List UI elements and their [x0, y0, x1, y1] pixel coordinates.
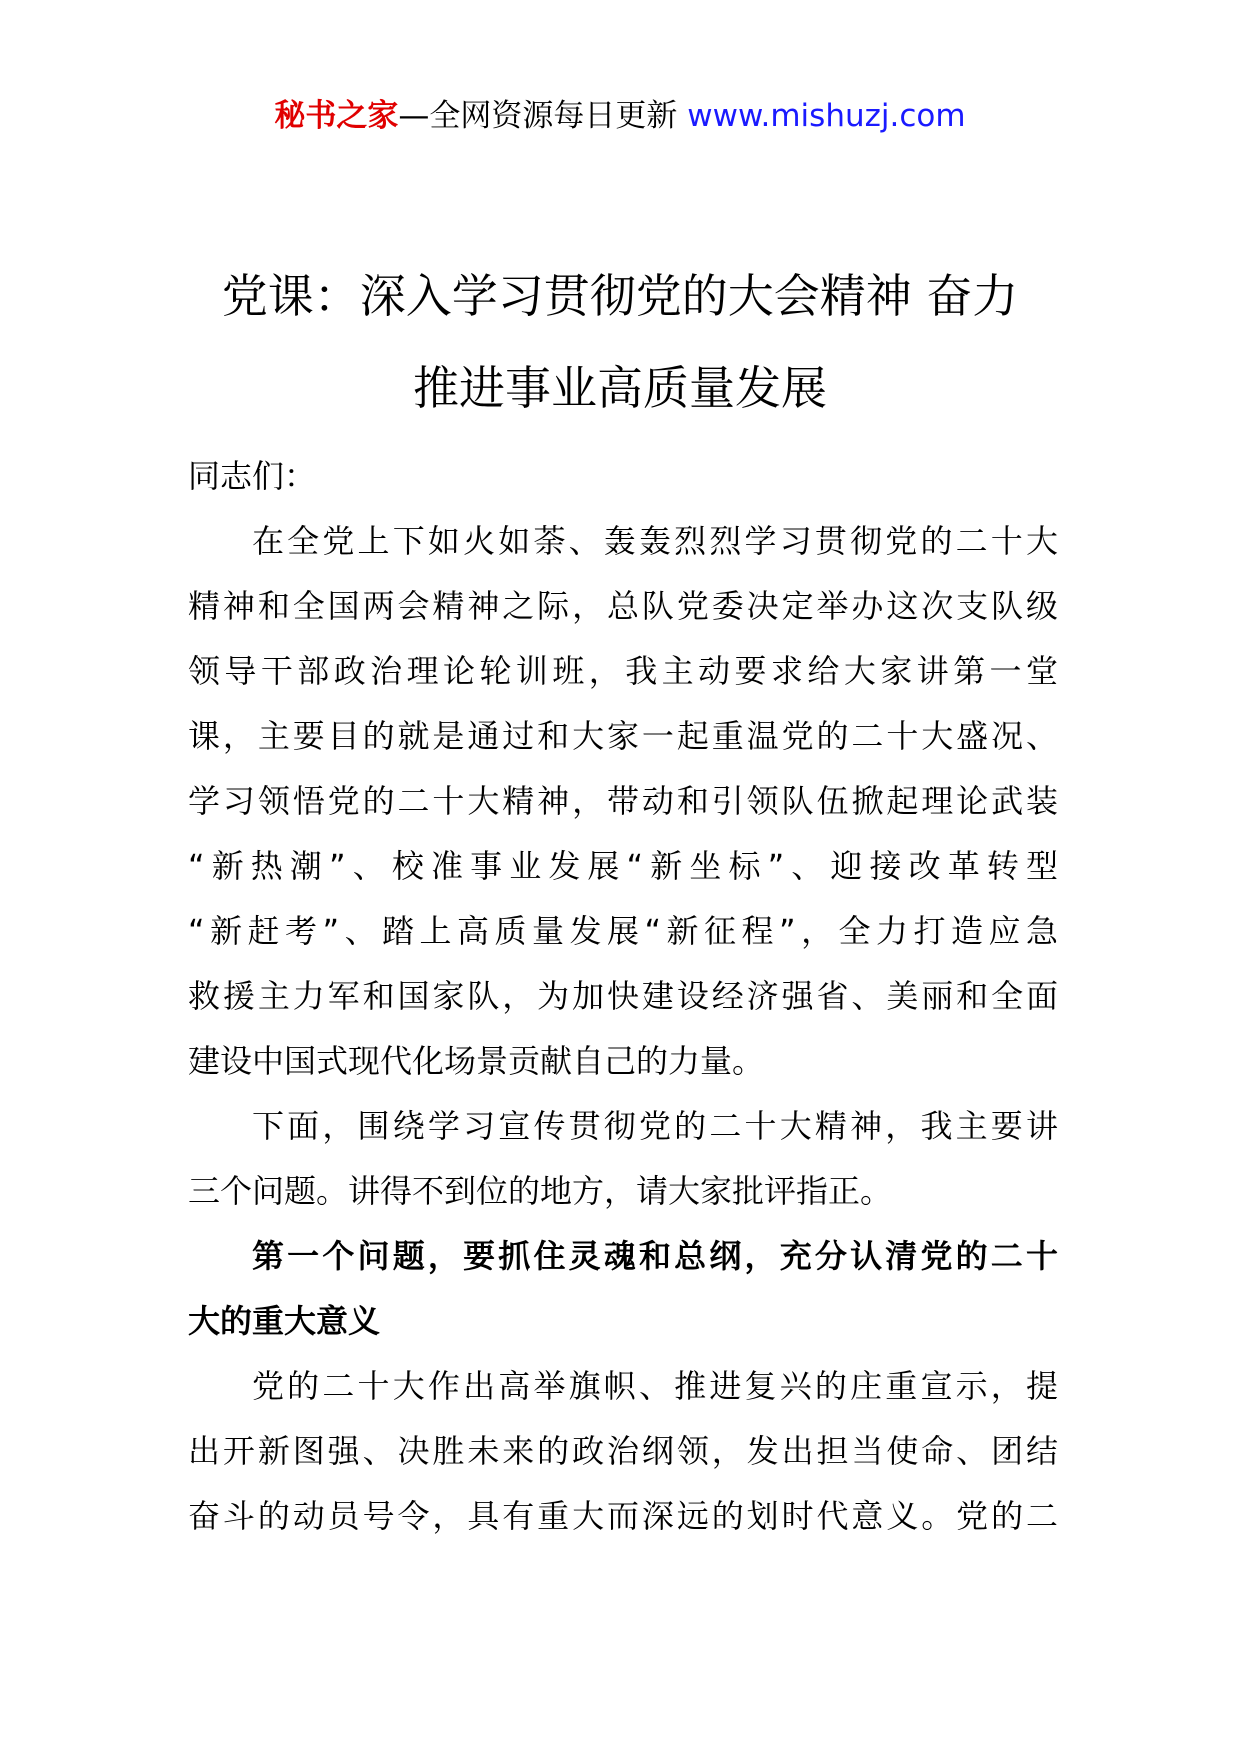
- paragraph-line: 领导干部政治理论轮训班，我主动要求给大家讲第一堂: [188, 652, 1058, 690]
- section-heading-line: 第一个问题，要抓住灵魂和总纲，充分认清党的二十: [252, 1237, 1058, 1275]
- title-line: 推进事业高质量发展: [413, 361, 827, 415]
- paragraph-line: 出开新图强、决胜未来的政治纲领，发出担当使命、团结: [188, 1432, 1058, 1470]
- paragraph-line: 三个问题。讲得不到位的地方，请大家批评指正。: [188, 1172, 893, 1210]
- paragraph-line: 建设中国式现代化场景贡献自己的力量。: [188, 1042, 765, 1080]
- site-header: [0, 96, 1240, 136]
- site-tagline: —全网资源每日更新: [398, 98, 678, 134]
- paragraph-line: 课，主要目的就是通过和大家一起重温党的二十大盛况、: [188, 717, 1058, 755]
- document-body: [188, 444, 1058, 1549]
- paragraph-line: 救援主力军和国家队，为加快建设经济强省、美丽和全面: [188, 977, 1058, 1015]
- paragraph-line: 奋斗的动员号令，具有重大而深远的划时代意义。党的二: [188, 1497, 1058, 1535]
- paragraph: [188, 509, 1058, 1094]
- paragraph-line: 在全党上下如火如荼、轰轰烈烈学习贯彻党的二十大: [252, 522, 1058, 560]
- salutation: 同志们：: [188, 457, 317, 495]
- paragraph-line: 学习领悟党的二十大精神，带动和引领队伍掀起理论武装: [188, 782, 1058, 820]
- paragraph: [188, 1354, 1058, 1549]
- title-line: 党课：深入学习贯彻党的大会精神 奋力: [221, 269, 1019, 323]
- paragraph-line: 下面，围绕学习宣传贯彻党的二十大精神，我主要讲: [252, 1107, 1058, 1145]
- paragraph: [188, 1094, 1058, 1224]
- document-title: [0, 250, 1240, 434]
- site-url-link[interactable]: www.mishuzj.com: [687, 98, 966, 134]
- section-heading-line: 大的重大意义: [188, 1302, 381, 1340]
- paragraph-line: 党的二十大作出高举旗帜、推进复兴的庄重宣示，提: [252, 1367, 1058, 1405]
- section-heading: [188, 1224, 1058, 1354]
- paragraph-line: “新热潮”、校准事业发展“新坐标”、迎接改革转型: [188, 847, 1058, 885]
- paragraph-line: 精神和全国两会精神之际，总队党委决定举办这次支队级: [188, 587, 1058, 625]
- site-brand: 秘书之家: [274, 98, 399, 134]
- paragraph-line: “新赶考”、踏上高质量发展“新征程”，全力打造应急: [188, 912, 1058, 950]
